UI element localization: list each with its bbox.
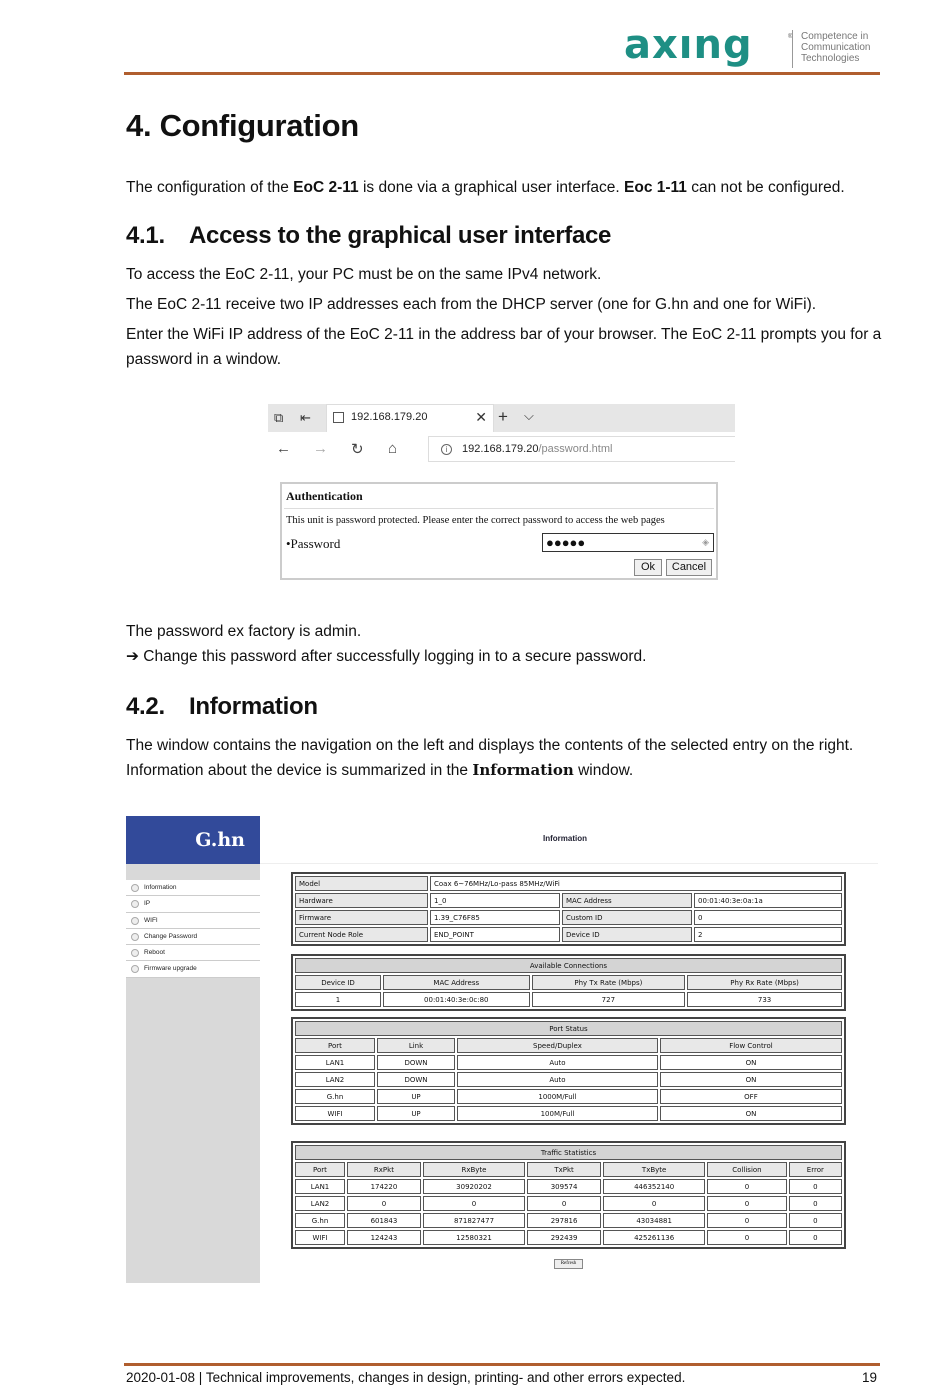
cancel-button[interactable]: Cancel [666,559,712,576]
table-cell: UP [377,1106,455,1121]
forward-icon[interactable]: → [313,440,328,457]
paragraph: ➔ Change this password after successfully logging in to a secure password. [126,648,647,665]
tab-preview-icon[interactable]: ⇤ [300,410,311,425]
table-cell: 0 [707,1196,786,1211]
table-cell: G.hn [295,1089,375,1104]
table-cell: RxPkt [347,1162,421,1177]
table-cell: 124243 [347,1230,421,1245]
table-cell: Collision [707,1162,786,1177]
chevron-down-icon[interactable]: ⌵ [524,408,534,423]
table-cell: MAC Address [383,975,530,990]
table-cell: Current Node Role [295,927,428,942]
table-cell: 425261136 [603,1230,705,1245]
table-cell: TxPkt [527,1162,601,1177]
table-row [295,1021,842,1036]
page-number: 19 [862,1370,878,1385]
paragraph: The EoC 2-11 receive two IP addresses each from the DHCP server (one for G.hn and one for WiFi). [126,296,817,313]
port-status-table [291,1017,846,1125]
table-row [295,1196,842,1211]
brand-logo: G.hn [126,816,260,864]
table-cell: MAC Address [562,893,692,908]
table-cell: ON [660,1055,842,1070]
subsection-title-4-2: 4.2. Information [126,693,318,720]
table-cell: Model [295,876,428,891]
reveal-password-icon[interactable]: ◈ [702,537,709,547]
table-cell: 727 [532,992,686,1007]
traffic-statistics-table [291,1141,846,1249]
table-row [295,1230,842,1245]
section-title: 4. Configuration [126,108,359,143]
table-cell: 297816 [527,1213,601,1228]
table-cell: 601843 [347,1213,421,1228]
table-cell: ON [660,1072,842,1087]
browser-screenshot [268,404,735,468]
table-cell: Auto [457,1072,658,1087]
new-tab-icon[interactable]: + [498,407,508,426]
table-cell: DOWN [377,1072,455,1087]
paragraph: The password ex factory is admin. [126,623,362,640]
table-row [295,1213,842,1228]
axing-logo: axıng ® Competence in Communication Technologies [624,22,871,68]
table-cell: END_POINT [430,927,560,942]
back-icon[interactable]: ← [276,440,291,457]
table-cell: RxByte [423,1162,525,1177]
password-input[interactable]: ●●●●● ◈ [542,533,714,552]
table-cell: 733 [687,992,842,1007]
device-info-table [291,872,846,946]
table-cell: 00:01:40:3e:0c:80 [383,992,530,1007]
table-cell: UP [377,1089,455,1104]
table-cell: G.hn [295,1213,345,1228]
table-cell: ON [660,1106,842,1121]
connections-table [291,954,846,1011]
browser-tab[interactable]: 192.168.179.20 ✕ [326,404,494,432]
menu-item-wifi[interactable]: WIFI [126,913,260,929]
table-cell: 174220 [347,1179,421,1194]
nav-menu [126,880,260,978]
nav-bar [268,432,735,468]
table-cell: Device ID [295,975,381,990]
menu-item-ip[interactable]: IP [126,896,260,912]
table-cell: 0 [707,1213,786,1228]
table-row [295,910,842,925]
table-cell: 00:01:40:3e:0a:1a [694,893,842,908]
dialog-title: Authentication [286,489,363,503]
content-header [260,816,878,864]
table-cell: Coax 6~76MHz/Lo-pass 85MHz/WiFi [430,876,842,891]
table-cell: 292439 [527,1230,601,1245]
table-cell: 1.39_C76F85 [430,910,560,925]
table-cell: 309574 [527,1179,601,1194]
table-cell: 871827477 [423,1213,525,1228]
table-row [295,1162,842,1177]
table-row [295,1179,842,1194]
table-cell: 0 [603,1196,705,1211]
footer-rule [124,1363,880,1366]
subsection-title-4-1: 4.1. Access to the graphical user interface [126,222,612,249]
table-cell: Port [295,1038,375,1053]
table-row [295,958,842,973]
table-cell: 0 [707,1179,786,1194]
refresh-button[interactable]: Refresh [554,1259,583,1269]
paragraph: Information about the device is summarized in the Information window. [126,761,634,779]
table-cell: Link [377,1038,455,1053]
table-row [295,1106,842,1121]
table-cell: Flow Control [660,1038,842,1053]
table-cell: Port Status [295,1021,842,1036]
table-cell: LAN2 [295,1196,345,1211]
table-cell: Firmware [295,910,428,925]
table-cell: 0 [789,1196,842,1211]
logo-tagline: Competence in Communication Technologies [801,31,871,64]
gui-screenshot [126,816,878,1283]
table-cell: Available Connections [295,958,842,973]
table-cell: LAN1 [295,1179,345,1194]
table-cell: DOWN [377,1055,455,1070]
reload-icon[interactable]: ↻ [351,441,364,458]
table-cell: 0 [423,1196,525,1211]
close-tab-icon[interactable]: ✕ [475,409,487,425]
table-cell: LAN2 [295,1072,375,1087]
paragraph: Enter the WiFi IP address of the EoC 2-11 in the address bar of your browser. The EoC 2-11 prompts you for a [126,326,882,343]
table-row [295,1055,842,1070]
menu-item-firmware-upgrade[interactable]: Firmware upgrade [126,961,260,977]
table-row [295,1145,842,1160]
table-cell: Traffic Statistics [295,1145,842,1160]
table-cell: 1_0 [430,893,560,908]
table-cell: 100M/Full [457,1106,658,1121]
table-cell: Error [789,1162,842,1177]
address-bar[interactable]: i 192.168.179.20/password.html [428,436,735,462]
table-cell: Phy Tx Rate (Mbps) [532,975,686,990]
table-cell: 1 [295,992,381,1007]
footer-text: 2020-01-08 | Technical improvements, changes in design, printing- and other errors expected. [126,1370,686,1385]
table-row [295,1072,842,1087]
table-cell: Device ID [562,927,692,942]
table-cell: 446352140 [603,1179,705,1194]
table-cell: 0 [347,1196,421,1211]
table-row [295,893,842,908]
dialog-message: This unit is password protected. Please enter the correct password to access the web pages [286,515,665,526]
paragraph: The window contains the navigation on the left and displays the contents of the selected entry on the right. [126,737,854,754]
table-cell: Phy Rx Rate (Mbps) [687,975,842,990]
table-cell: Custom ID [562,910,692,925]
tabs-aside-icon[interactable]: ⧉ [274,410,284,425]
password-label: •Password [286,536,341,551]
tab-bar [268,404,735,432]
table-row [295,992,842,1007]
intro-paragraph: The configuration of the EoC 2-11 is done via a graphical user interface. Eoc 1-11 can not be configured. [126,179,845,196]
table-cell: TxByte [603,1162,705,1177]
table-cell: 0 [789,1179,842,1194]
table-cell: 0 [789,1213,842,1228]
table-cell: WIFI [295,1106,375,1121]
table-cell: WIFI [295,1230,345,1245]
table-cell: 2 [694,927,842,942]
table-cell: 43034881 [603,1213,705,1228]
table-row [295,876,842,891]
menu-item-reboot[interactable]: Reboot [126,945,260,961]
table-cell: 0 [694,910,842,925]
logo-wordmark: axıng [624,22,753,68]
table-cell: Speed/Duplex [457,1038,658,1053]
table-cell: Port [295,1162,345,1177]
table-cell: Auto [457,1055,658,1070]
authentication-dialog [280,482,718,580]
page-title: Information [543,834,587,843]
table-cell: OFF [660,1089,842,1104]
table-cell: 0 [707,1230,786,1245]
page-icon [333,412,344,423]
table-cell: 12580321 [423,1230,525,1245]
sidebar [126,816,260,1283]
table-cell: 1000M/Full [457,1089,658,1104]
table-cell: 30920202 [423,1179,525,1194]
table-cell: Hardware [295,893,428,908]
table-row [295,975,842,990]
table-cell: LAN1 [295,1055,375,1070]
table-cell: 0 [527,1196,601,1211]
table-row [295,1089,842,1104]
table-row [295,1038,842,1053]
menu-item-information[interactable]: Information [126,880,260,896]
paragraph: To access the EoC 2-11, your PC must be on the same IPv4 network. [126,266,602,283]
paragraph: password in a window. [126,351,282,368]
ok-button[interactable]: Ok [634,559,662,576]
home-icon[interactable]: ⌂ [388,440,398,457]
info-icon: i [441,444,452,455]
table-cell: 0 [789,1230,842,1245]
table-row [295,927,842,942]
menu-item-change-password[interactable]: Change Password [126,929,260,945]
header-rule [124,72,880,75]
